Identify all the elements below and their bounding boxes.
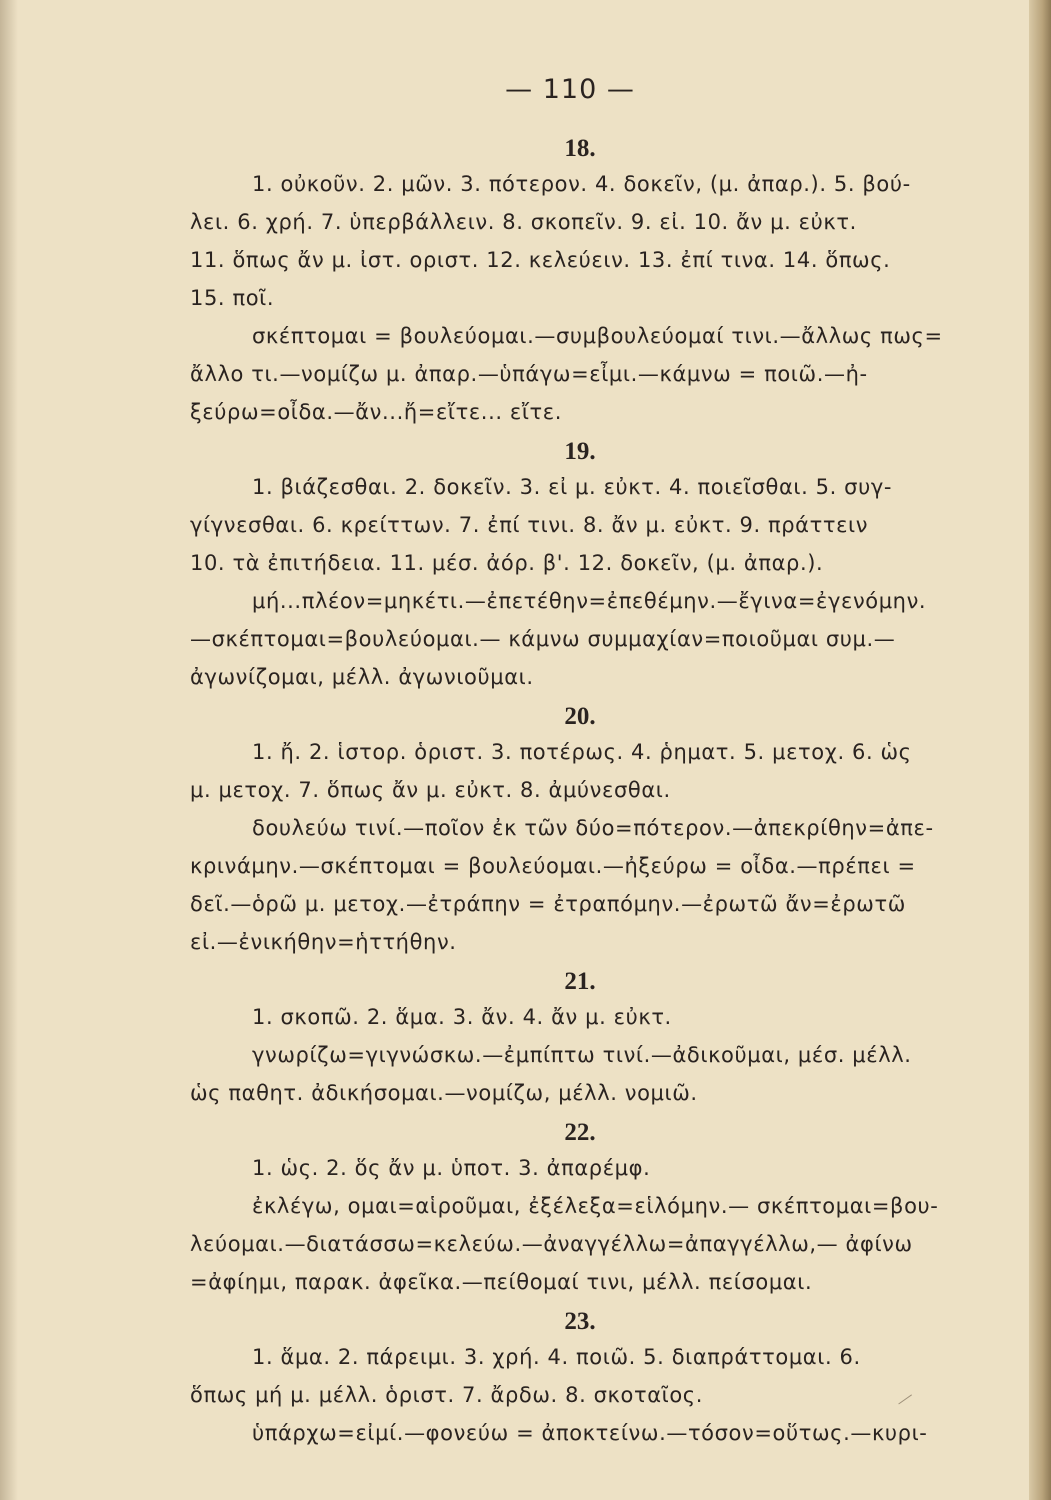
text-line: γνωρίζω=γιγνώσκω.—ἐμπίπτω τινί.—ἀδικοῦμαι, μέσ. μέλλ. [252,1043,912,1067]
section-22 [190,1112,970,1301]
text-line: 1. οὐκοῦν. 2. μῶν. 3. πότερον. 4. δοκεῖν, (μ. ἀπαρ.). 5. βού- [252,172,911,196]
text-line: ἀγωνίζομαι, μέλλ. ἀγωνιοῦμαι. [190,665,534,689]
text-line: 10. τὰ ἐπιτήδεια. 11. μέσ. ἀόρ. β'. 12. δοκεῖν, (μ. ἀπαρ.). [190,551,824,575]
text-line: λεύομαι.—διατάσσω=κελεύω.—ἀναγγέλλω=ἀπαγγέλλω,— ἀφίνω [190,1232,913,1256]
section-title: 18. [564,135,596,162]
text-line: 1. ἅμα. 2. πάρειμι. 3. χρή. 4. ποιῶ. 5. διαπράττομαι. 6. [252,1345,861,1369]
text-line: σκέπτομαι = βουλεύομαι.—συμβουλεύομαί τινι.—ἄλλως πως= [252,324,943,348]
text-line: εἰ.—ἐνικήθην=ἡττήθην. [190,930,457,954]
text-line: 1. σκοπῶ. 2. ἅμα. 3. ἄν. 4. ἄν μ. εὐκτ. [252,1005,672,1029]
text-line: λει. 6. χρή. 7. ὑπερβάλλειν. 8. σκοπεῖν. 9. εἰ. 10. ἄν μ. εὐκτ. [190,210,857,234]
section-18 [190,128,970,431]
text-line: δεῖ.—ὁρῶ μ. μετοχ.—ἐτράπην = ἐτραπόμην.—ἐρωτῶ ἄν=ἐρωτῶ [190,892,906,916]
section-title: 21. [564,968,596,995]
text-line: 1. ἤ. 2. ἱστορ. ὁριστ. 3. ποτέρως. 4. ῥηματ. 5. μετοχ. 6. ὡς [252,740,912,764]
text-line: ὑπάρχω=εἰμί.—φονεύω = ἀποκτείνω.—τόσον=οὕτως.—κυρι- [252,1421,928,1445]
text-line: ἐκλέγω, ομαι=αἱροῦμαι, ἐξέλεξα=εἱλόμην.— σκέπτομαι=βου- [252,1194,939,1218]
section-title: 23. [564,1308,596,1335]
page-number: — 110 — [505,74,635,105]
page-edge [1029,0,1051,1500]
text-line: 1. βιάζεσθαι. 2. δοκεῖν. 3. εἰ μ. εὐκτ. 4. ποιεῖσθαι. 5. συγ- [252,475,893,499]
section-title: 19. [564,438,596,465]
page-content [190,128,970,1452]
section-19 [190,431,970,696]
text-line: ἄλλο τι.—νομίζω μ. ἀπαρ.—ὑπάγω=εἶμι.—κάμνω = ποιῶ.—ἠ- [190,362,868,386]
text-line: 11. ὅπως ἄν μ. ἰστ. οριστ. 12. κελεύειν. 13. ἐπί τινα. 14. ὅπως. [190,248,891,272]
section-23 [190,1301,970,1452]
spine-shadow [0,0,18,1500]
text-line: ὅπως μή μ. μέλλ. ὁριστ. 7. ἄρδω. 8. σκοταῖος. [190,1383,703,1407]
text-line: —σκέπτομαι=βουλεύομαι.— κάμνω συμμαχίαν=ποιοῦμαι συμ.— [190,627,896,651]
text-line: =ἀφίημι, παρακ. ἀφεῖκα.—πείθομαί τινι, μέλλ. πείσομαι. [190,1270,813,1294]
text-line: δουλεύω τινί.—ποῖον ἐκ τῶν δύο=πότερον.—ἀπεκρίθην=ἀπε- [252,816,934,840]
text-line: 15. ποῖ. [190,286,275,310]
section-title: 22. [564,1119,596,1146]
text-line: γίγνεσθαι. 6. κρείττων. 7. ἐπί τινι. 8. ἄν μ. εὐκτ. 9. πράττειν [190,513,869,537]
section-21 [190,961,970,1112]
text-line: μ. μετοχ. 7. ὅπως ἄν μ. εὐκτ. 8. ἀμύνεσθαι. [190,778,671,802]
text-line: ξεύρω=οἶδα.—ἄν...ἤ=εἴτε... εἴτε. [190,400,563,424]
text-line: ὡς παθητ. ἀδικήσομαι.—νομίζω, μέλλ. νομιῶ. [190,1081,698,1105]
section-title: 20. [564,703,596,730]
text-line: μή...πλέον=μηκέτι.—ἐπετέθην=ἐπεθέμην.—ἔγινα=ἐγενόμην. [252,589,927,613]
section-20 [190,696,970,961]
text-line: 1. ὡς. 2. ὅς ἄν μ. ὑποτ. 3. ἀπαρέμφ. [252,1156,651,1180]
text-line: κρινάμην.—σκέπτομαι = βουλεύομαι.—ἠξεύρω = οἶδα.—πρέπει = [190,854,916,878]
